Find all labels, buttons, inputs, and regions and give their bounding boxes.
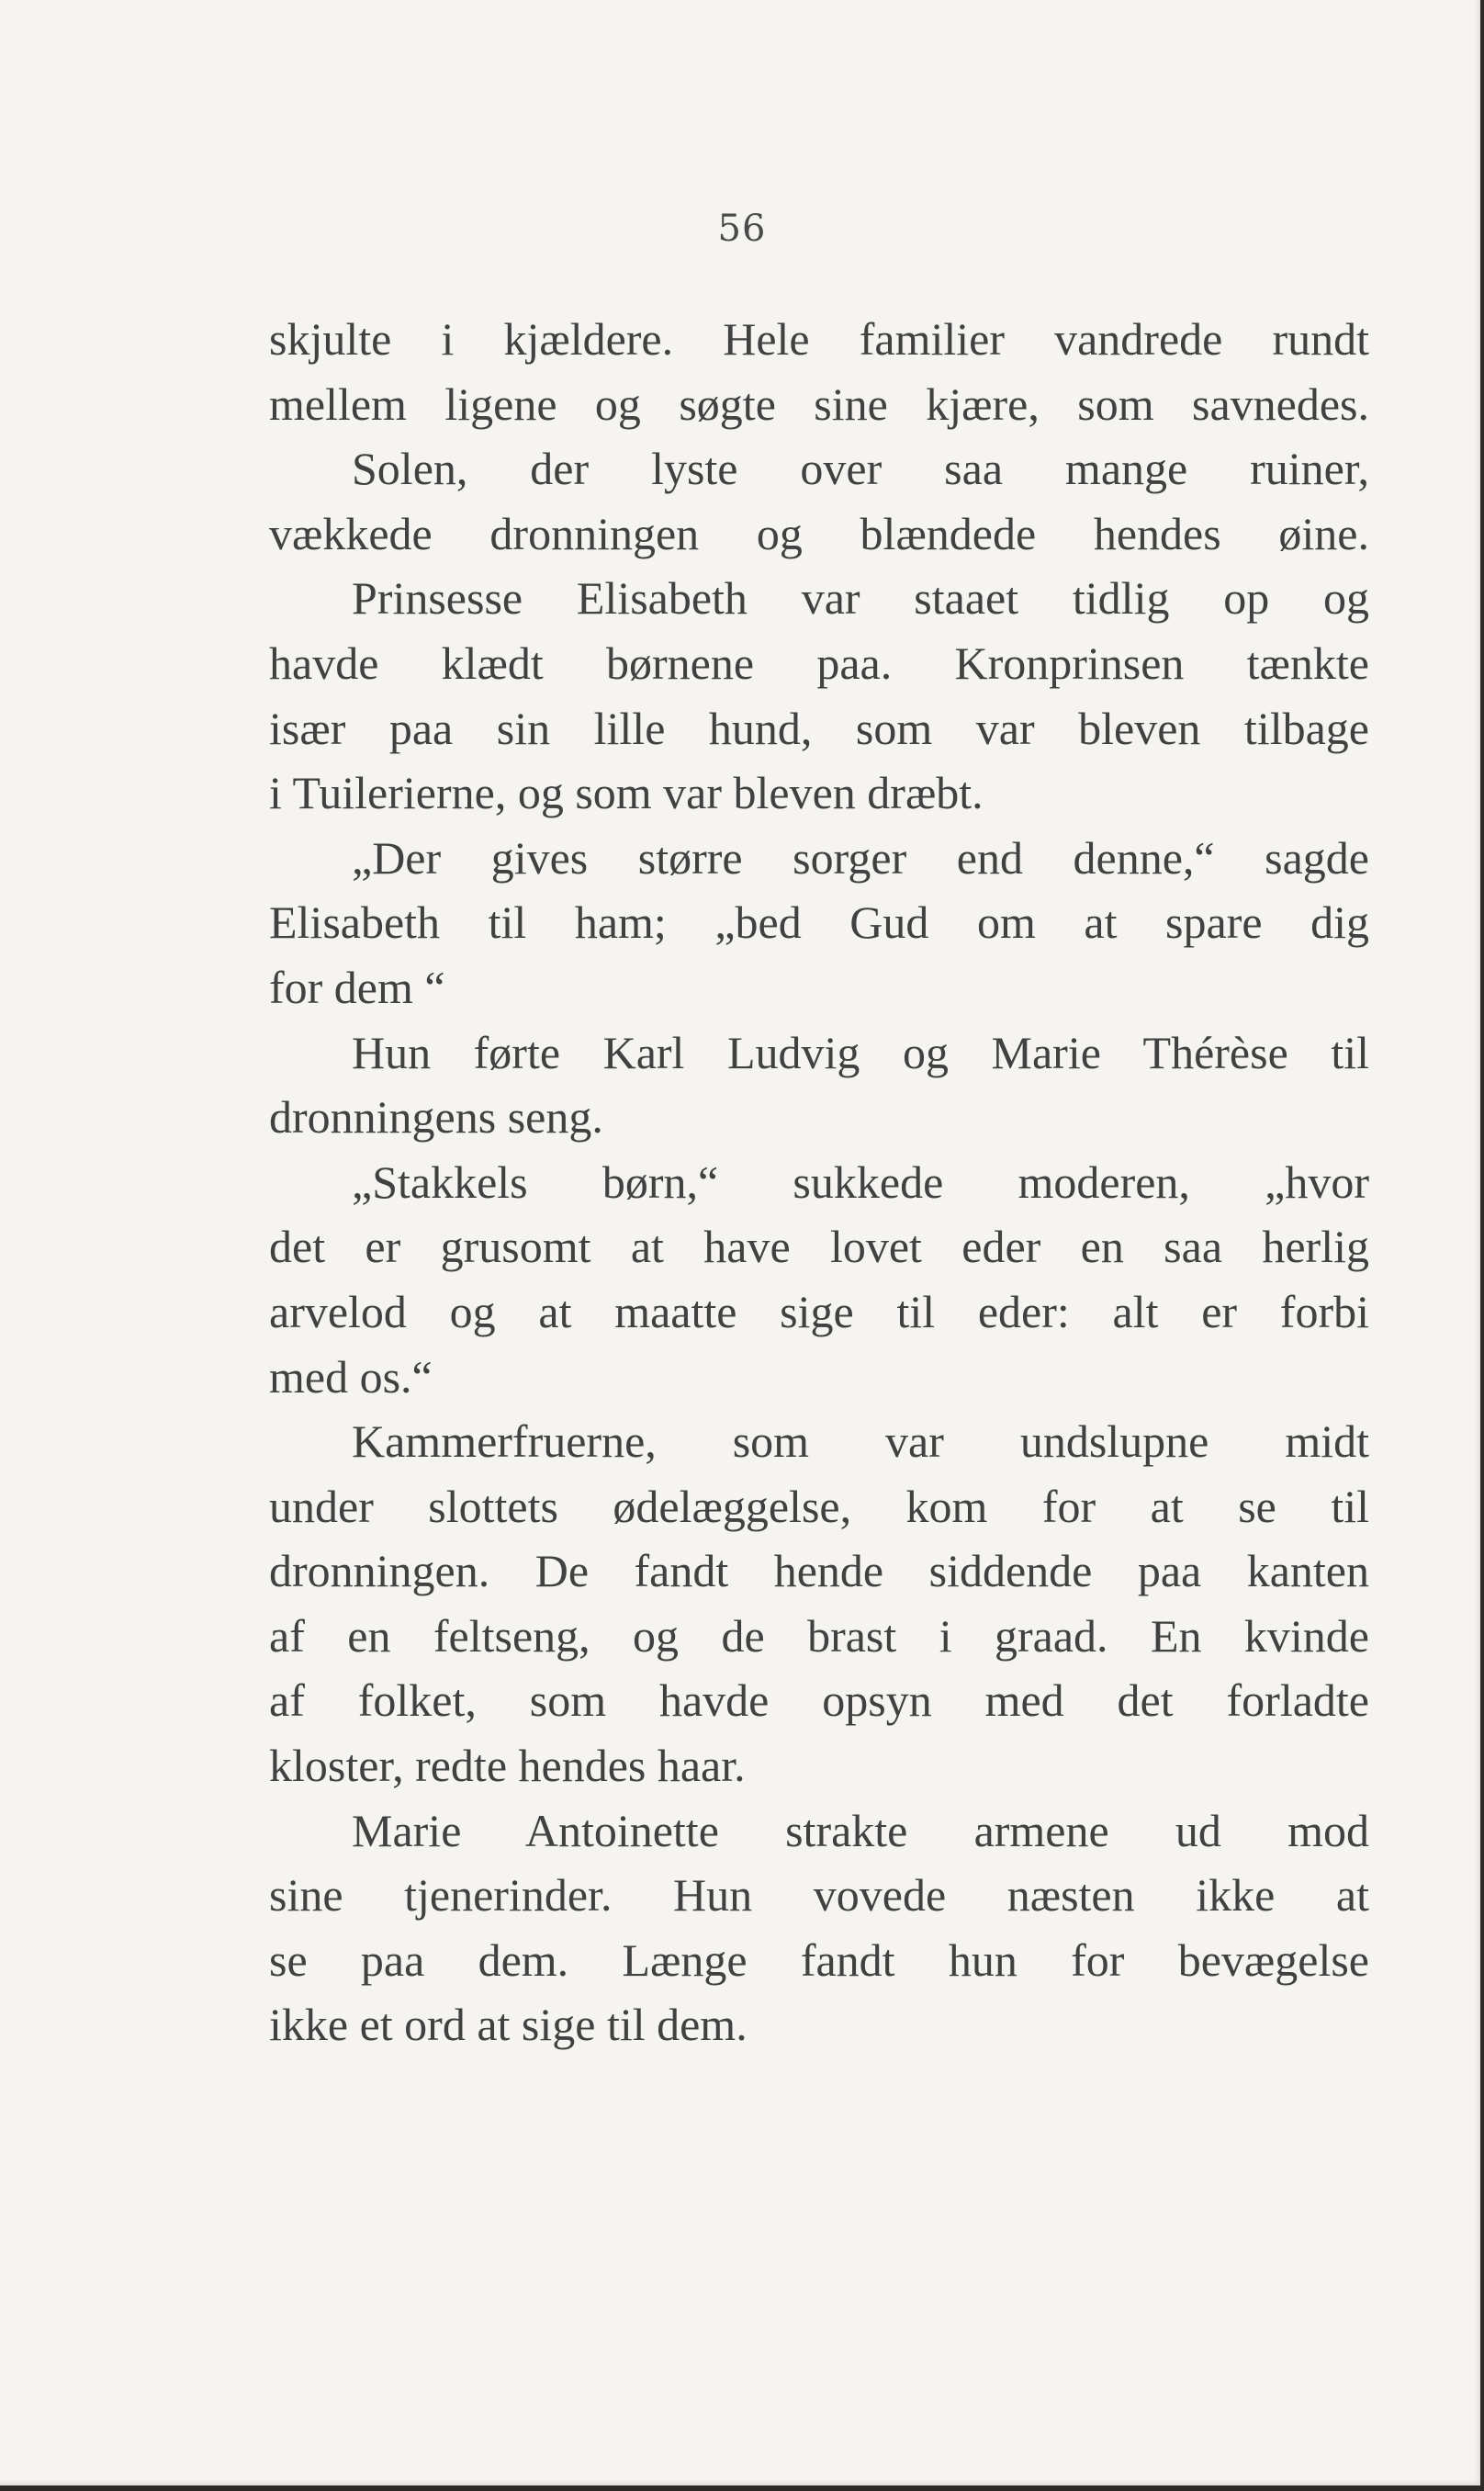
page-number: 56 — [717, 208, 767, 250]
text-line: ikke et ord at sige til dem. — [269, 1999, 748, 2051]
text-line: mellem ligene og søgte sine kjære, som savnedes. — [269, 378, 1369, 430]
text-line: det er grusomt at have lovet eder en saa herlig — [269, 1221, 1369, 1273]
text-line: arvelod og at maatte sige til eder: alt er forbi — [269, 1285, 1369, 1337]
text-line: Elisabeth til ham; „bed Gud om at spare dig — [269, 896, 1369, 949]
text-line: vækkede dronningen og blændede hendes øine. — [269, 507, 1369, 559]
text-line: af en feltseng, og de brast i graad. En kvinde — [269, 1609, 1369, 1662]
text-line: dronningen. De fandt hende siddende paa kanten — [269, 1545, 1369, 1597]
text-line: kloster, redte hendes haar. — [269, 1740, 746, 1792]
text-line: for dem “ — [269, 961, 445, 1013]
text-line: i Tuilerierne, og som var bleven dræbt. — [269, 767, 984, 819]
text-line: af folket, som havde opsyn med det forladte — [269, 1674, 1369, 1727]
text-line: „Stakkels børn,“ sukkede moderen, „hvor — [352, 1155, 1369, 1208]
text-line: havde klædt børnene paa. Kronprinsen tænkte — [269, 637, 1369, 689]
body-text — [269, 307, 1369, 2057]
text-line: især paa sin lille hund, som var bleven tilbage — [269, 702, 1369, 754]
text-line: dronningens seng. — [269, 1091, 603, 1144]
text-line: Kammerfruerne, som var undslupne midt — [352, 1415, 1369, 1468]
text-line: Solen, der lyste over saa mange ruiner, — [352, 443, 1369, 495]
text-line: se paa dem. Længe fandt hun for bevægelse — [269, 1933, 1369, 1986]
text-line: sine tjenerinder. Hun vovede næsten ikke at — [269, 1869, 1369, 1922]
text-line: under slottets ødelæggelse, kom for at se til — [269, 1480, 1369, 1532]
text-line: skjulte i kjældere. Hele familier vandrede rundt — [269, 313, 1369, 365]
text-line: Marie Antoinette strakte armene ud mod — [352, 1804, 1369, 1856]
text-line: Prinsesse Elisabeth var staaet tidlig op og — [352, 572, 1369, 625]
text-line: Hun førte Karl Ludvig og Marie Thérèse til — [352, 1026, 1369, 1078]
text-line: „Der gives større sorger end denne,“ sagde — [352, 831, 1369, 884]
text-line: med os.“ — [269, 1350, 433, 1403]
